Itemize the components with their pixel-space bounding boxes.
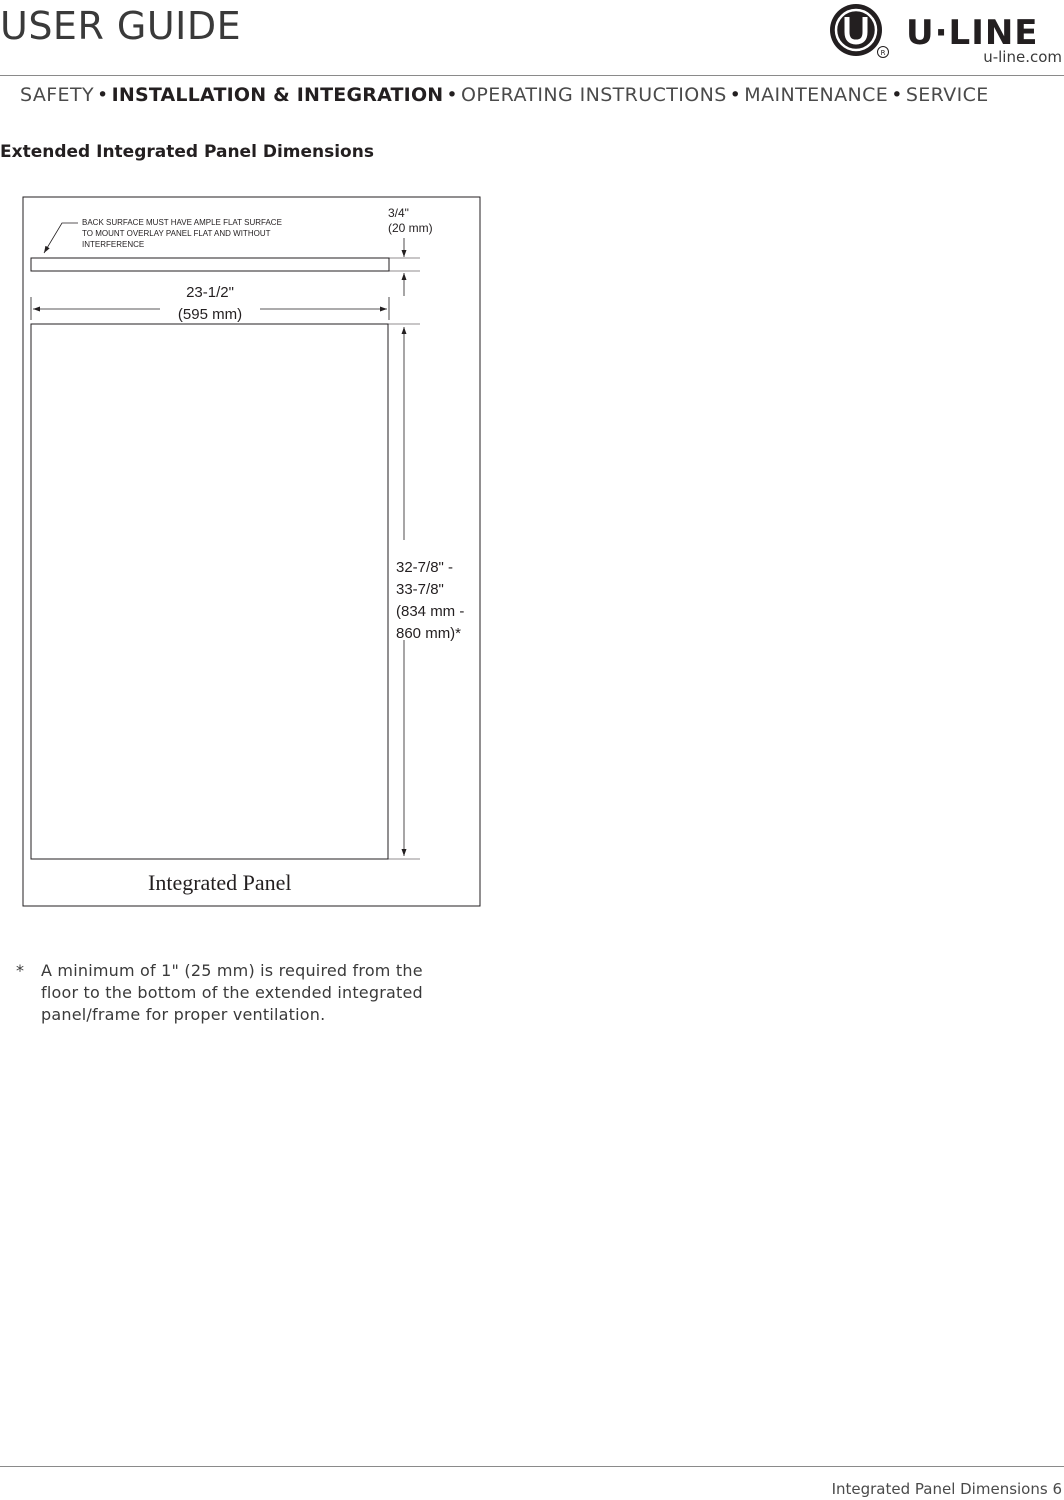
- nav-item-operating: OPERATING INSTRUCTIONS: [461, 84, 727, 106]
- height-line: 860 mm)*: [396, 625, 462, 642]
- mounting-surface-note: [82, 217, 282, 250]
- panel-label: Integrated Panel: [148, 870, 292, 895]
- panel-top-strip: [31, 258, 389, 271]
- panel-dimension-diagram: [0, 190, 500, 920]
- document-title: USER GUIDE: [0, 4, 242, 48]
- brand-wordmark: U·LINE: [906, 13, 1039, 53]
- height-line: 33-7/8": [396, 581, 444, 598]
- nav-separator: •: [446, 84, 459, 106]
- brand-logo: [828, 2, 1064, 64]
- height-dimension: [396, 557, 464, 645]
- svg-text:R: R: [880, 49, 886, 57]
- thickness-inches: 3/4": [388, 206, 409, 220]
- nav-separator: •: [96, 84, 109, 106]
- ventilation-footnote: [16, 960, 456, 1026]
- footnote-marker: *: [16, 961, 25, 980]
- height-line: 32-7/8" -: [396, 559, 454, 576]
- nav-item-service: SERVICE: [905, 84, 989, 106]
- nav-separator: •: [891, 84, 903, 106]
- nav-separator: •: [729, 84, 742, 106]
- header-divider: [0, 75, 1064, 76]
- note-line: BACK SURFACE MUST HAVE AMPLE FLAT SURFACE: [82, 218, 282, 227]
- nav-item-installation: INSTALLATION & INTEGRATION: [111, 84, 444, 106]
- width-dimension: [160, 282, 260, 326]
- page-footer: Integrated Panel Dimensions 6: [831, 1480, 1062, 1498]
- thickness-mm: (20 mm): [388, 221, 433, 235]
- thickness-dimension: [388, 206, 433, 236]
- nav-item-safety: SAFETY: [20, 84, 94, 106]
- section-title: Extended Integrated Panel Dimensions: [0, 142, 374, 162]
- height-line: (834 mm -: [396, 603, 465, 620]
- footer-divider: [0, 1466, 1064, 1467]
- width-mm: (595 mm): [175, 306, 245, 323]
- note-line: INTERFERENCE: [82, 240, 145, 249]
- nav-item-maintenance: MAINTENANCE: [744, 84, 889, 106]
- note-leader: [44, 223, 78, 253]
- brand-url: u-line.com: [983, 48, 1062, 66]
- width-inches: 23-1/2": [186, 284, 234, 301]
- integrated-panel-outline: [31, 324, 388, 859]
- footnote-text: A minimum of 1" (25 mm) is required from the floor to the bottom of the extended integrated panel/frame for proper ventilation.: [41, 961, 423, 1024]
- note-line: TO MOUNT OVERLAY PANEL FLAT AND WITHOUT: [82, 229, 271, 238]
- section-breadcrumb: [20, 84, 989, 106]
